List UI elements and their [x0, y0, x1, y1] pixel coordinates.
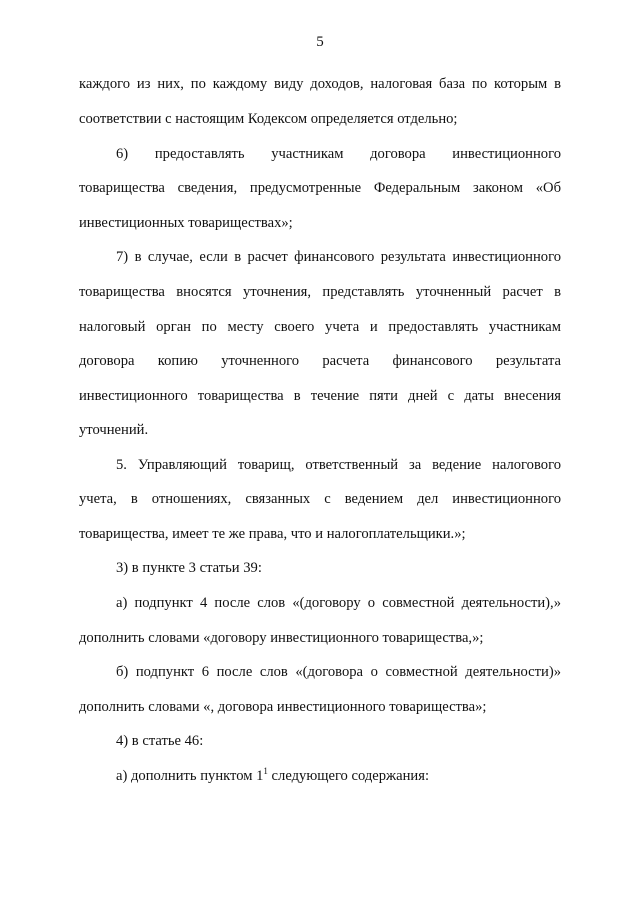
- text-line: инвестиционных товариществах»;: [79, 215, 293, 231]
- text-line: 6) предоставлять участникам договора инвестиционного: [116, 146, 561, 162]
- text-line: товарищества, имеет те же права, что и налогоплательщики.»;: [79, 526, 466, 542]
- text-fragment: а) дополнить пунктом 1: [116, 768, 264, 784]
- text-fragment: следующего содержания:: [267, 768, 430, 784]
- text-line: учета, в отношениях, связанных с ведением дел инвестиционного: [79, 491, 561, 507]
- text-line: [116, 767, 561, 785]
- text-line: б) подпункт 6 после слов «(договора о совместной деятельности)»: [116, 664, 561, 680]
- text-line: товарищества сведения, предусмотренные Федеральным законом «Об: [79, 180, 561, 196]
- superscript: 1: [263, 766, 268, 776]
- text-line: дополнить словами «договору инвестиционного товарищества,»;: [79, 630, 484, 646]
- text-line: 3) в пункте 3 статьи 39:: [116, 560, 262, 576]
- page-number: 5: [316, 34, 324, 50]
- text-line: 4) в статье 46:: [116, 733, 204, 749]
- text-line: каждого из них, по каждому виду доходов, налоговая база по которым в: [79, 76, 561, 92]
- text-line: инвестиционного товарищества в течение пяти дней с даты внесения: [79, 388, 561, 404]
- text-line: дополнить словами «, договора инвестиционного товарищества»;: [79, 699, 487, 715]
- text-line: 5. Управляющий товарищ, ответственный за ведение налогового: [116, 457, 561, 473]
- text-line: соответствии с настоящим Кодексом определяется отдельно;: [79, 111, 458, 127]
- text-line: а) подпункт 4 после слов «(договору о совместной деятельности),»: [116, 595, 561, 611]
- text-line: 7) в случае, если в расчет финансового результата инвестиционного: [116, 249, 561, 265]
- text-line: уточнений.: [79, 422, 149, 438]
- text-line: налоговый орган по месту своего учета и предоставлять участникам: [79, 319, 561, 335]
- text-line: товарищества вносятся уточнения, представлять уточненный расчет в: [79, 284, 561, 300]
- text-line: договора копию уточненного расчета финансового результата: [79, 353, 561, 369]
